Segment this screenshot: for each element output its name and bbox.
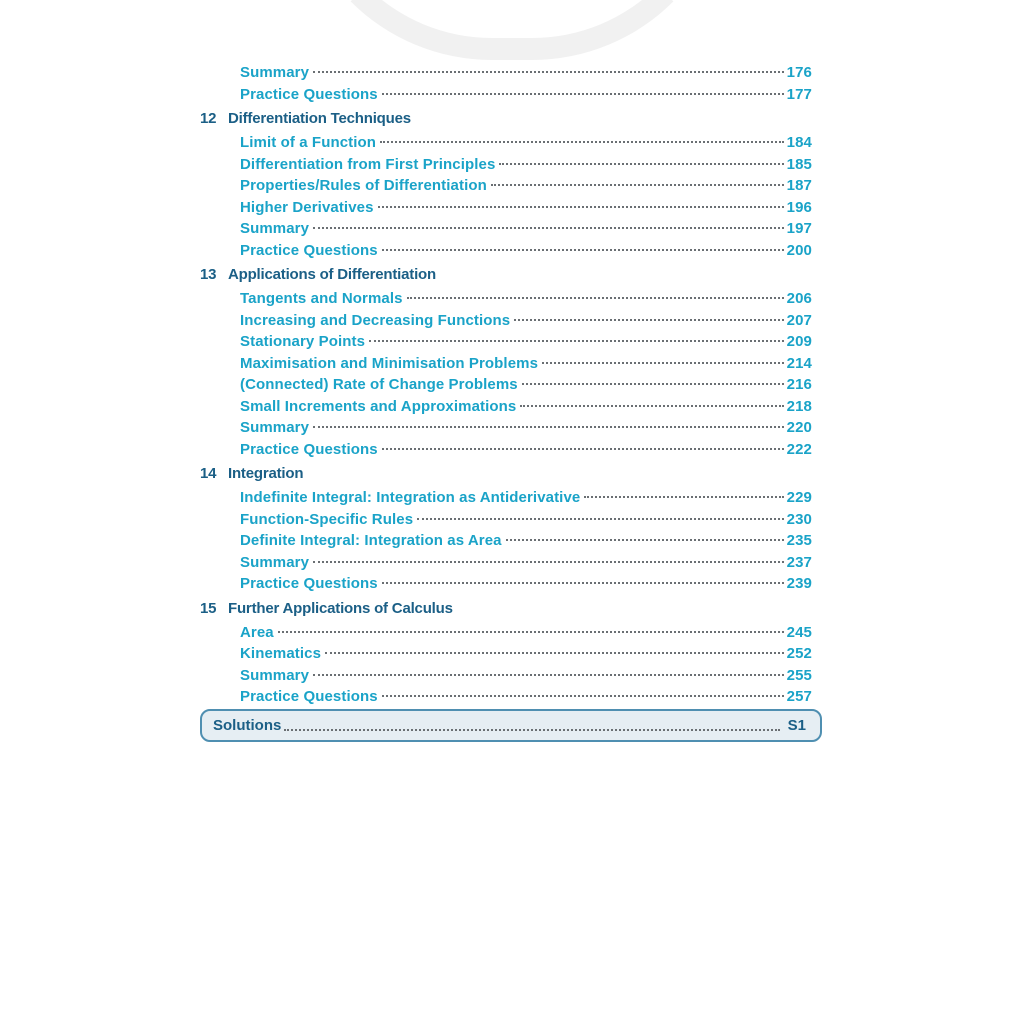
toc-entry-label: Summary [240, 666, 310, 684]
toc-entry-label: Practice Questions [240, 575, 378, 592]
chapter-heading[interactable] [200, 600, 812, 624]
toc-entry[interactable] [200, 511, 812, 533]
toc-entry-page: 257 [786, 688, 812, 705]
dot-leader [506, 539, 784, 541]
toc-entry-page: 209 [786, 333, 812, 350]
toc-entry[interactable] [200, 398, 812, 420]
chapter-title: Differentiation Techniques [228, 110, 411, 127]
toc-entry-page: 218 [786, 397, 812, 415]
toc-entry-page: 214 [786, 354, 812, 372]
toc-entry[interactable] [200, 575, 812, 597]
dot-leader [325, 652, 784, 654]
toc-entry-label: Definite Integral: Integration as Area [240, 532, 502, 549]
dot-leader [491, 184, 784, 186]
toc-entry-page: 252 [786, 645, 812, 662]
toc-entry[interactable] [200, 688, 812, 710]
toc-entry[interactable] [200, 64, 812, 86]
dot-leader [382, 448, 784, 450]
toc-entry-page: 235 [786, 532, 812, 549]
toc-entry[interactable] [200, 624, 812, 646]
toc-entry-page: 197 [786, 220, 812, 237]
toc-entry-page: 184 [786, 134, 812, 151]
dot-leader [499, 163, 783, 165]
toc-entry[interactable] [200, 489, 812, 511]
dot-leader [417, 518, 784, 520]
dot-leader [278, 631, 784, 633]
toc-entry-label: Function-Specific Rules [240, 510, 414, 528]
toc-entry[interactable] [200, 441, 812, 463]
toc-entry-page: 176 [786, 64, 812, 81]
toc-entry[interactable] [200, 134, 812, 156]
toc-entry-label: Area [240, 623, 274, 641]
dot-leader [313, 561, 784, 563]
toc-entry-page: 220 [786, 419, 812, 436]
toc-entry[interactable] [200, 242, 812, 264]
toc-entry-page: 185 [786, 155, 812, 173]
dot-leader [382, 582, 784, 584]
chapter-number: 13 [200, 266, 217, 283]
toc-entry[interactable] [200, 419, 812, 441]
toc-entry-page: 187 [786, 177, 812, 194]
chapter-number: 14 [200, 465, 217, 482]
toc-entry-label: Summary [240, 553, 310, 571]
chapter-number: 15 [200, 599, 217, 617]
toc-entry[interactable] [200, 667, 812, 689]
toc-entry[interactable] [200, 156, 812, 178]
toc-entry[interactable] [200, 554, 812, 576]
toc-entry-page: 200 [786, 241, 812, 259]
toc-entry-label: Maximisation and Minimisation Problems [240, 354, 539, 372]
toc-entry-page: 177 [786, 85, 812, 103]
toc-entry[interactable] [200, 532, 812, 554]
toc-entry-label: Indefinite Integral: Integration as Antiderivative [240, 489, 581, 506]
chapter-title: Integration [228, 465, 304, 482]
dot-leader [369, 340, 784, 342]
toc-entry-label: Kinematics [240, 645, 322, 662]
dot-leader [382, 93, 784, 95]
toc-entry-page: 255 [786, 666, 812, 684]
toc-entry[interactable] [200, 312, 812, 334]
decorative-arc [292, 0, 732, 60]
toc-entry-label: Summary [240, 419, 310, 436]
chapter-heading[interactable] [200, 110, 812, 134]
toc-entry-label: Practice Questions [240, 85, 378, 103]
toc-entry-page: 245 [786, 623, 812, 641]
dot-leader [407, 297, 784, 299]
chapter-title: Further Applications of Calculus [228, 599, 453, 617]
toc-entry-page: 230 [786, 510, 812, 528]
toc-entry[interactable] [200, 177, 812, 199]
toc-entry-label: Practice Questions [240, 688, 378, 705]
toc-entry[interactable] [200, 333, 812, 355]
chapter-title: Applications of Differentiation [228, 266, 436, 283]
toc-entry[interactable] [200, 376, 812, 398]
toc-entry-label: Practice Questions [240, 241, 378, 259]
toc-entry-page: 237 [786, 553, 812, 571]
chapter-heading[interactable] [200, 266, 812, 290]
dot-leader [313, 227, 784, 229]
chapter-heading[interactable] [200, 465, 812, 489]
toc-entry[interactable] [200, 199, 812, 221]
dot-leader [514, 319, 783, 321]
dot-leader [382, 695, 784, 697]
table-of-contents [200, 64, 812, 710]
toc-entry-page: 229 [786, 489, 812, 506]
toc-entry[interactable] [200, 645, 812, 667]
chapter-number: 12 [200, 110, 217, 127]
toc-entry-label: (Connected) Rate of Change Problems [240, 376, 518, 393]
toc-entry-label: Stationary Points [240, 333, 366, 350]
toc-entry-label: Higher Derivatives [240, 198, 374, 216]
dot-leader [380, 141, 784, 143]
toc-entry[interactable] [200, 220, 812, 242]
dot-leader [284, 729, 779, 731]
dot-leader [313, 674, 784, 676]
toc-entry-label: Practice Questions [240, 440, 378, 458]
toc-entry-label: Tangents and Normals [240, 290, 403, 307]
dot-leader [382, 249, 784, 251]
toc-entry-label: Differentiation from First Principles [240, 155, 496, 173]
toc-entry-page: 216 [786, 376, 812, 393]
toc-entry[interactable] [200, 355, 812, 377]
dot-leader [313, 71, 784, 73]
toc-entry-page: 206 [786, 290, 812, 307]
toc-entry[interactable] [200, 86, 812, 108]
dot-leader [313, 426, 784, 428]
toc-entry[interactable] [200, 290, 812, 312]
dot-leader [378, 206, 784, 208]
dot-leader [584, 496, 783, 498]
toc-entry-label: Small Increments and Approximations [240, 397, 517, 415]
solutions-label: Solutions [213, 717, 282, 734]
toc-entry-page: 207 [786, 311, 812, 329]
toc-entry-page: 239 [786, 575, 812, 592]
toc-entry-label: Limit of a Function [240, 134, 377, 151]
dot-leader [520, 405, 783, 407]
dot-leader [542, 362, 784, 364]
toc-entry-label: Summary [240, 64, 310, 81]
toc-entry-label: Increasing and Decreasing Functions [240, 311, 511, 329]
toc-entry-page: 196 [786, 198, 812, 216]
toc-entry-page: 222 [786, 440, 812, 458]
toc-entry-label: Properties/Rules of Differentiation [240, 177, 487, 194]
dot-leader [522, 383, 784, 385]
solutions-page: S1 [787, 717, 806, 734]
toc-entry-label: Summary [240, 220, 310, 237]
solutions-entry[interactable] [200, 709, 822, 742]
